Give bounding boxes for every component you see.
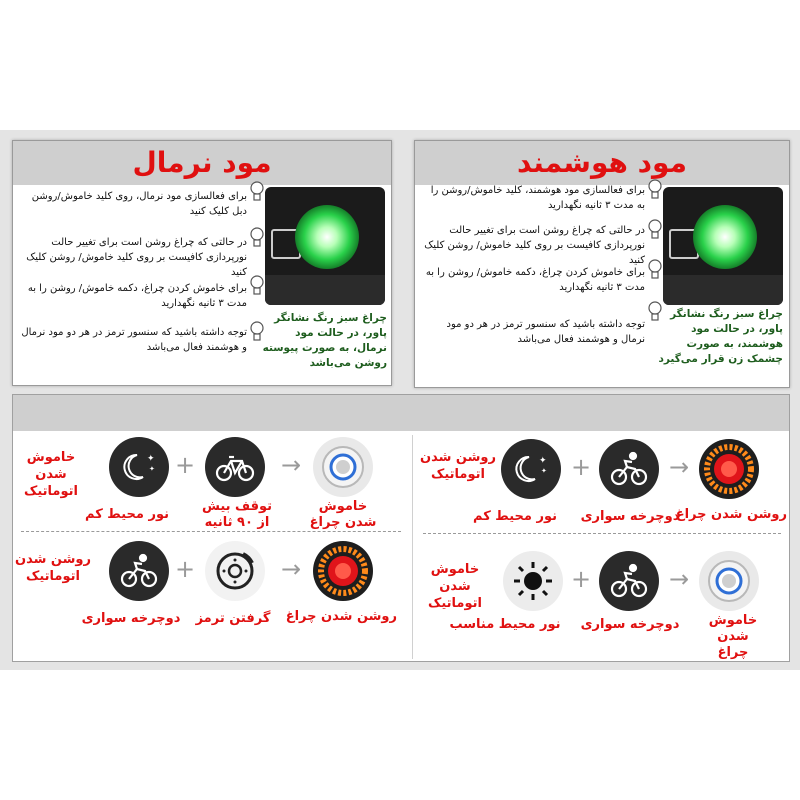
right-row2-env-label: نور محیط مناسب [449, 617, 561, 632]
smart-green-note: چراغ سبز رنگ نشانگر پاور، در حالت مود هوشمند، به صورت چشمک زن قرار می‌گیرد [658, 308, 783, 365]
left-row2-env-label: دوچرخه سواری [81, 611, 181, 626]
normal-tip-2: در حالتی که چراغ روشن است برای تغییر حالت نورپردازی کافیست بر روی کلید خاموش/ روشن کلیک کنید [26, 237, 247, 278]
right-row1-auto-label: روشن شدن اتوماتیک [420, 450, 496, 482]
arrow-icon: → [669, 453, 690, 481]
cyclist-icon [109, 541, 169, 601]
lightbulb-icon [647, 179, 663, 201]
lightbulb-icon [249, 181, 265, 203]
arrow-icon: → [281, 555, 302, 583]
lightbulb-icon [249, 275, 265, 297]
left-row2-auto-label: روشن شدن اتوماتیک [15, 552, 91, 584]
moon-stars-icon [501, 439, 561, 499]
plus-icon: + [175, 555, 196, 583]
left-row2-result-label: روشن شدن چراغ [285, 609, 397, 624]
smart-mode-panel [414, 140, 790, 388]
right-row1-ride-label: دوچرخه سواری [580, 509, 680, 524]
lightbulb-icon [249, 227, 265, 249]
cyclist-icon [599, 439, 659, 499]
brake-disc-icon [205, 541, 265, 601]
plus-icon: + [571, 453, 592, 481]
svg-text:✦: ✦ [541, 467, 547, 475]
green-power-light-icon [295, 205, 359, 269]
svg-text:✦: ✦ [149, 465, 155, 473]
normal-mode-panel [12, 140, 392, 386]
sun-icon [503, 551, 563, 611]
lightbulb-icon [647, 259, 663, 281]
row-divider-right [423, 533, 781, 534]
right-row2-result-label: خاموش شدن چراغ [708, 613, 758, 660]
light-off-icon [699, 551, 759, 611]
plus-icon: + [175, 451, 196, 479]
normal-tip-4: توجه داشته باشید که سنسور ترمز در هر دو مود نرمال و هوشمند فعال می‌باشد [21, 327, 247, 353]
smart-mode-title: مود هوشمند [517, 146, 687, 179]
left-row1-env-label: نور محیط کم [85, 507, 169, 522]
left-row1-ride-label: توقف بیش از ۹۰ ثانیه [201, 499, 273, 530]
taillight-device-image [265, 187, 385, 305]
moon-stars-icon [109, 437, 169, 497]
red-light-on-icon [699, 439, 759, 499]
left-row2-ride-label: گرفتن ترمز [195, 611, 271, 626]
normal-green-note: چراغ سبز رنگ نشانگر پاور، در حالت مود نرمال، به صورت پیوسته روشن می‌باشد [262, 312, 387, 369]
left-row1-auto-label: خاموش شدن اتوماتیک [24, 450, 78, 499]
green-power-light-icon [693, 205, 757, 269]
plus-icon: + [571, 565, 592, 593]
arrow-icon: → [281, 451, 302, 479]
right-row2-ride-label: دوچرخه سواری [580, 617, 680, 632]
right-row1-env-label: نور محیط کم [473, 509, 557, 524]
normal-tip-3: برای خاموش کردن چراغ، دکمه خاموش/ روشن را به مدت ۳ ثانیه نگهدارید [27, 283, 247, 309]
lightbulb-icon [647, 219, 663, 241]
light-off-icon [313, 437, 373, 497]
auto-behaviour-header [13, 395, 789, 431]
normal-mode-title: مود نرمال [132, 146, 272, 179]
row-divider-left [21, 531, 401, 532]
smart-tip-2: در حالتی که چراغ روشن است برای تغییر حالت نورپردازی کافیست بر روی کلید خاموش/ روشن کلیک کنید [424, 225, 645, 266]
smart-tip-3: برای خاموش کردن چراغ، دکمه خاموش/ روشن را به مدت ۳ ثانیه نگهدارید [425, 267, 645, 293]
red-light-on-icon [313, 541, 373, 601]
normal-tip-1: برای فعالسازی مود نرمال، روی کلید خاموش/روشن دبل کلیک کنید [31, 191, 247, 217]
cyclist-icon [599, 551, 659, 611]
column-divider [412, 435, 413, 659]
left-row1-result-label: خاموش شدن چراغ [309, 499, 377, 530]
right-row1-result-label: روشن شدن چراغ [675, 507, 787, 522]
bicycle-icon [205, 437, 265, 497]
arrow-icon: → [669, 565, 690, 593]
smart-tip-4: توجه داشته باشید که سنسور ترمز در هر دو مود نرمال و هوشمند فعال می‌باشد [446, 319, 645, 345]
taillight-device-image [663, 187, 783, 305]
smart-tip-1: برای فعالسازی مود هوشمند، کلید خاموش/روشن را به مدت ۳ ثانیه نگهدارید [430, 185, 645, 211]
right-row2-auto-label: خاموش شدن اتوماتیک [428, 562, 482, 611]
svg-text:✦: ✦ [147, 454, 155, 464]
svg-text:✦: ✦ [539, 456, 547, 466]
auto-behaviour-panel [12, 394, 790, 662]
